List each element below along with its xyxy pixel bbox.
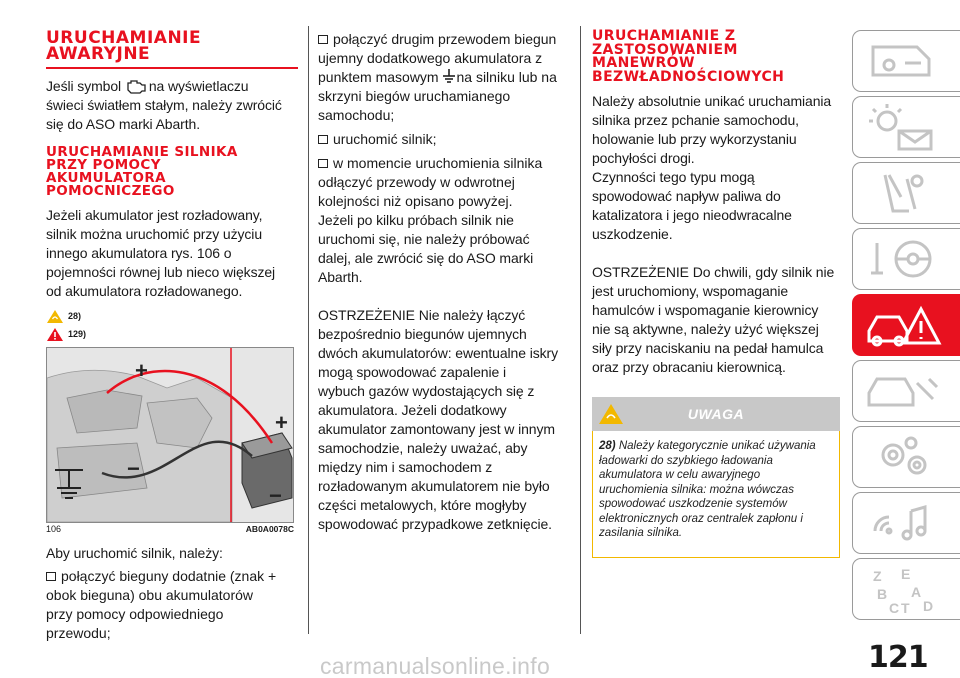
warning-lights-icon: [859, 101, 949, 155]
list-item: uruchomić silnik;: [318, 130, 570, 149]
list-item: w momencie uruchomienia silnika odłączyć przewody w odwrotnej kolejności niż opisano powyżej.: [318, 155, 543, 209]
checkbox-bullet-icon: [318, 135, 328, 144]
warning-paragraph: OSTRZEŻENIE Do chwili, gdy silnik nie jest uruchomiony, wspomaganie hamulców i wspomaganie kierownicy nie są aktywne, należy użyć większej siły przy naciskaniu na pedał hamulca oraz przy obracaniu kierownicą.: [592, 264, 835, 375]
svg-text:+: +: [135, 358, 148, 383]
tab-emergency[interactable]: [852, 294, 960, 356]
tab-warning-lights[interactable]: [852, 96, 960, 158]
svg-text:T: T: [901, 600, 910, 616]
warning-reference: 129): [46, 325, 298, 343]
subsection-title: URUCHAMIANIE SILNIKA PRZY POMOCY AKUMULATORA POMOCNICZEGO: [46, 144, 238, 199]
column-divider: [580, 26, 581, 634]
seat-safety-icon: [859, 167, 949, 221]
page-number: 121: [868, 640, 928, 675]
tab-maintenance[interactable]: [852, 360, 960, 422]
tab-dashboard[interactable]: [852, 30, 960, 92]
tab-multimedia[interactable]: [852, 492, 960, 554]
list-item: połączyć bieguny dodatnie (znak + obok bieguna) obu akumulatorów przy pomocy odpowiedniego przewodu;: [46, 568, 277, 641]
svg-text:B: B: [877, 586, 888, 602]
steering-start-icon: [859, 233, 949, 287]
column-divider: [308, 26, 309, 634]
column-left: [46, 30, 298, 643]
emergency-icon: [859, 299, 949, 353]
retry-paragraph: Jeżeli po kilku próbach silnik nie uruchomi się, nie należy próbować dalej, ale zwrócić się do ASO marki Abarth.: [318, 212, 534, 285]
svg-text:Z: Z: [873, 568, 882, 584]
car-maintenance-icon: [859, 365, 949, 419]
steps-intro: Aby uruchomić silnik, należy:: [46, 545, 223, 561]
multimedia-icon: [859, 497, 949, 551]
caution-reference: 28): [46, 307, 298, 325]
subsection-paragraph: Jeżeli akumulator jest rozładowany, silnik można uruchomić przy użyciu innego akumulatora rys. 106 o pojemności równej lub nieco większej od akumulatora rozładowanego.: [46, 207, 276, 299]
svg-text:−: −: [269, 483, 282, 508]
index-letters-icon: [859, 563, 949, 617]
tab-safety[interactable]: [852, 162, 960, 224]
svg-text:A: A: [911, 584, 922, 600]
engine-warning-icon: [125, 78, 149, 94]
svg-text:D: D: [923, 598, 934, 614]
warning-triangle-icon: [46, 327, 64, 342]
gears-icon: [859, 431, 949, 485]
checkbox-bullet-icon: [318, 35, 328, 44]
caution-triangle-icon: [46, 309, 64, 324]
jump-start-illustration: [47, 348, 293, 522]
push-start-paragraph: Należy absolutnie unikać uruchamiania silnika przez pchanie samochodu, holowanie lub przy wykorzystaniu pochyłości drogi. Czynności tego typu mogą spowodować napływ paliwa do katalizatora i jego nieodwracalne uszkodzenie.: [592, 93, 832, 242]
checkbox-bullet-icon: [318, 159, 328, 168]
caution-box-body: 28) Należy kategorycznie unikać używania ładowarki do szybkiego ładowania akumulatora w celu awaryjnego uruchomienia silnika: można wówczas spowodować uszkodzenie systemów elektronicznych oraz centralek zapłonu i zasilania silnika.: [592, 431, 840, 558]
svg-text:−: −: [127, 456, 140, 481]
ground-symbol-icon: [442, 69, 456, 84]
jump-start-figure: [46, 347, 294, 523]
section-title: URUCHAMIANIE Z ZASTOSOWANIEM MANEWRÓW BEZWŁADNOŚCIOWYCH: [592, 28, 785, 85]
car-dashboard-icon: [859, 35, 949, 89]
tab-index[interactable]: [852, 558, 960, 620]
checkbox-bullet-icon: [46, 572, 56, 581]
column-right: [592, 30, 840, 558]
tab-starting[interactable]: [852, 228, 960, 290]
warning-paragraph: OSTRZEŻENIE Nie należy łączyć bezpośrednio biegunów ujemnych dwóch akumulatorów: ewentualne iskry mogą spowodować zapalenie i wybuch gazów wydostających się z akumulatora. Jeżeli dodatkowy akumulator zamontowany jest w innym samochodzie, należy uważać, aby między nim i samochodem z rozładowanym akumulatorem nie było części metalowych, które mogłyby spowodować przypadkowe zetknięcie.: [318, 307, 558, 532]
svg-text:E: E: [901, 566, 911, 582]
tab-technical-data[interactable]: [852, 426, 960, 488]
list-item: połączyć drugim przewodem biegun ujemny dodatkowego akumulatora z punktem masowym na silniku lub na skrzyni biegów uruchamianego samochodu;: [318, 31, 557, 123]
svg-text:C: C: [889, 600, 900, 616]
svg-text:+: +: [275, 410, 288, 435]
column-middle: [318, 30, 570, 534]
title-underline: [46, 67, 298, 69]
intro-text: Jeśli symbol na wyświetlaczu świeci światłem stałym, należy zwrócić się do ASO marki Abarth.: [46, 78, 282, 132]
figure-caption: 106 AB0A0078C: [46, 524, 294, 534]
caution-box-header: UWAGA: [592, 397, 840, 431]
section-title: URUCHAMIANIE AWARYJNE: [46, 28, 202, 64]
watermark: carmanualsonline.info: [320, 653, 551, 678]
